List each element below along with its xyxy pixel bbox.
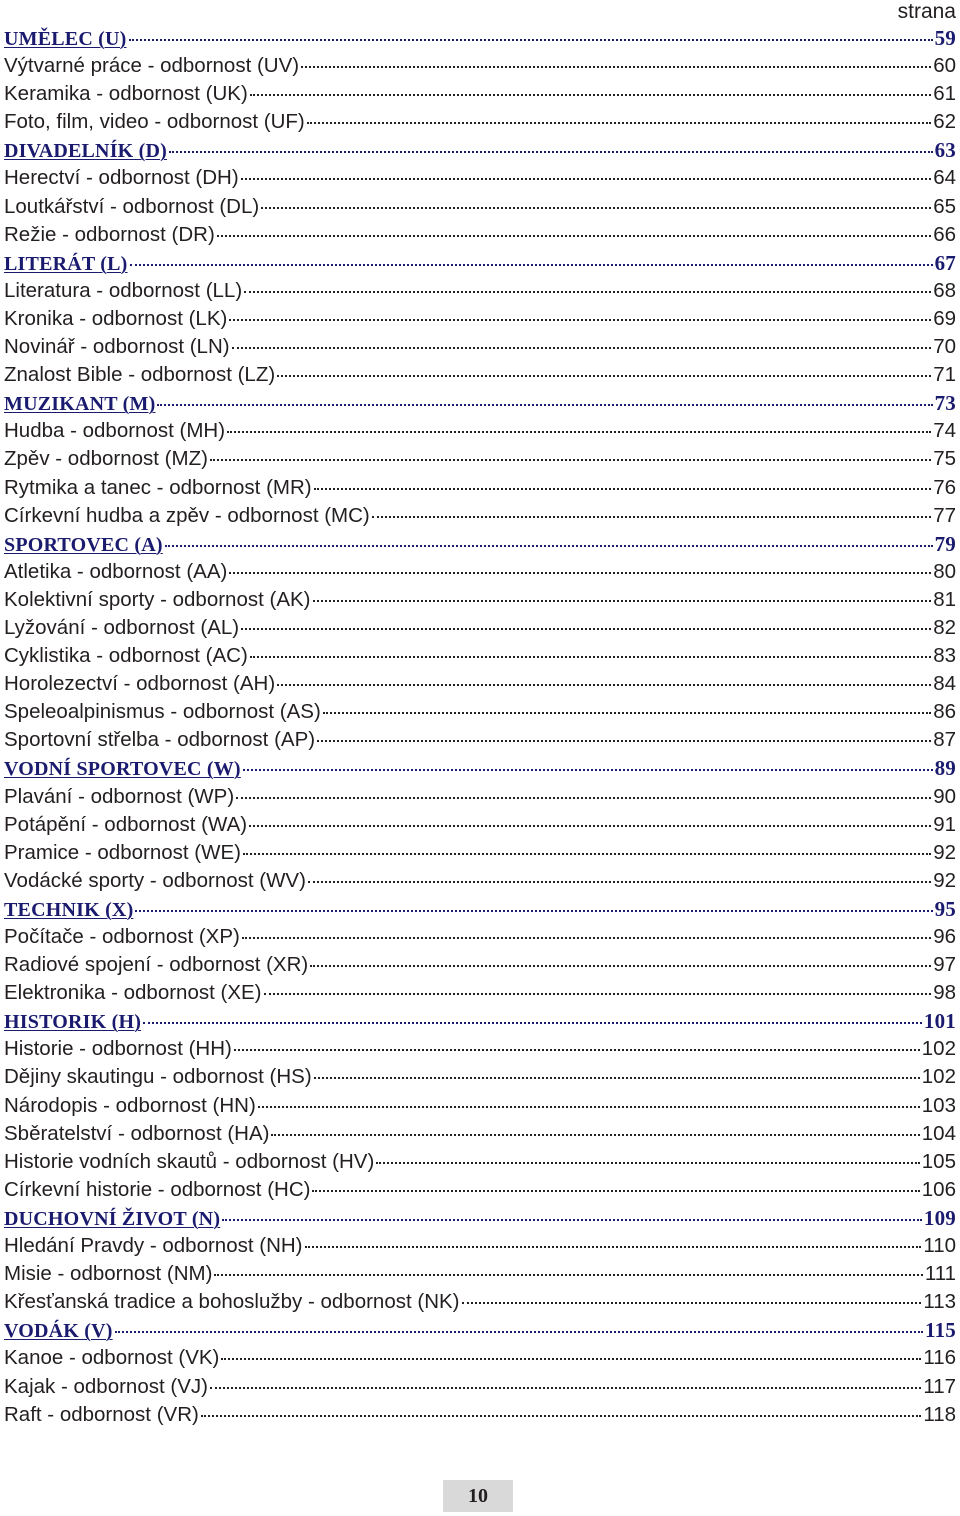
toc-section-row[interactable] [4,1009,956,1037]
toc-item-label: Lyžování - odbornost (AL) [4,615,240,639]
dot-leader [258,1106,920,1108]
toc-page-number: 90 [933,784,956,808]
toc-item-label: Církevní historie - odbornost (HC) [4,1177,311,1201]
toc-item-row[interactable] [4,869,956,897]
toc-page-number: 71 [933,363,956,387]
toc-page-number: 102 [921,1037,956,1061]
toc-item-label: Dějiny skautingu - odbornost (HS) [4,1065,312,1089]
toc-item-row[interactable] [4,307,956,335]
toc-item-row[interactable] [4,1290,956,1318]
dot-leader [143,1022,922,1024]
toc-page-number: 98 [933,981,956,1005]
toc-item-row[interactable] [4,644,956,672]
dot-leader [372,516,931,518]
toc-item-row[interactable] [4,1178,956,1206]
toc-section-label: UMĚLEC (U) [4,28,127,50]
dot-leader [210,1387,921,1389]
toc-page-number: 59 [934,26,956,50]
toc-page-number: 111 [924,1262,956,1286]
toc-item-row[interactable] [4,1403,956,1431]
page-column-header: strana [897,0,956,23]
toc-item-row[interactable] [4,1375,956,1403]
toc-item-row[interactable] [4,447,956,475]
toc-page-number: 74 [933,419,956,443]
dot-leader [462,1302,922,1304]
toc-section-row[interactable] [4,138,956,166]
toc-item-label: Hudba - odbornost (MH) [4,419,226,443]
toc-item-row[interactable] [4,1065,956,1093]
toc-section-label: VODNÍ SPORTOVEC (W) [4,758,241,781]
dot-leader [227,431,931,433]
toc-page-number: 84 [933,672,956,696]
dot-leader [244,291,931,293]
toc-item-label: Kajak - odbornost (VJ) [4,1374,208,1398]
dot-leader [229,319,931,321]
toc-item-label: Počítače - odbornost (XP) [4,925,240,948]
toc-item-row[interactable] [4,785,956,813]
toc-item-row[interactable] [4,54,956,82]
dot-leader [115,1331,923,1333]
toc-item-label: Kolektivní sporty - odbornost (AK) [4,587,311,611]
dot-leader [250,656,931,658]
toc-item-label: Foto, film, video - odbornost (UF) [4,110,305,134]
toc-item-row[interactable] [4,953,956,981]
toc-item-row[interactable] [4,223,956,251]
toc-item-label: Historie - odbornost (HH) [4,1037,232,1061]
dot-leader [241,178,932,180]
dot-leader [221,1358,921,1360]
toc-page-number: 81 [933,587,956,611]
dot-leader [323,712,931,714]
toc-page-number: 91 [933,812,956,836]
toc-item-label: Vodácké sporty - odbornost (WV) [4,868,306,892]
toc-page-number: 68 [933,278,956,302]
toc-item-row[interactable] [4,1037,956,1065]
toc-section-row[interactable] [4,391,956,419]
toc-page-number: 103 [921,1093,956,1117]
dot-leader [261,207,931,209]
toc-item-label: Plavání - odbornost (WP) [4,784,235,808]
toc-item-label: Režie - odbornost (DR) [4,222,215,246]
toc-item-row[interactable] [4,841,956,869]
toc-section-row[interactable] [4,1206,956,1234]
toc-section-label: TECHNIK (X) [4,898,134,921]
toc-item-row[interactable] [4,728,956,756]
toc-item-label: Loutkářství - odbornost (DL) [4,194,260,218]
toc-section-row[interactable] [4,756,956,784]
toc-item-row[interactable] [4,560,956,588]
toc-page-number: 82 [933,615,956,639]
toc-page-number: 113 [923,1290,956,1314]
toc-page-number: 80 [933,559,956,583]
dot-leader [307,122,931,124]
toc-item-label: Cyklistika - odbornost (AC) [4,644,248,668]
toc-item-row[interactable] [4,335,956,363]
toc-section-label: VODÁK (V) [4,1320,113,1343]
toc-item-row[interactable] [4,1094,956,1122]
toc-item-label: Atletika - odbornost (AA) [4,559,228,583]
toc-item-label: Rytmika a tanec - odbornost (MR) [4,475,312,499]
toc-item-label: Elektronika - odbornost (XE) [4,981,262,1005]
toc-section-label: MUZIKANT (M) [4,393,156,416]
toc-section-row[interactable] [4,532,956,560]
toc-item-row[interactable] [4,925,956,953]
toc-item-row[interactable] [4,700,956,728]
dot-leader [222,1219,922,1221]
toc-page-number: 73 [934,391,956,416]
toc-section-row[interactable] [4,1318,956,1346]
toc-page-number: 61 [933,82,956,106]
toc-page-number: 67 [934,250,956,275]
toc-item-label: Církevní hudba a zpěv - odbornost (MC) [4,503,370,527]
dot-leader [129,39,933,41]
toc-section-label: LITERÁT (L) [4,252,128,275]
dot-leader [242,937,931,939]
toc-section-label: HISTORIK (H) [4,1011,142,1034]
toc-section-row[interactable] [4,26,956,54]
dot-leader [308,881,931,883]
dot-leader [157,404,932,406]
toc-item-label: Pramice - odbornost (WE) [4,840,241,864]
toc-item-row[interactable] [4,1262,956,1290]
toc-page-number: 75 [933,447,956,471]
toc-item-row[interactable] [4,1234,956,1262]
toc-page-number: 95 [934,896,956,921]
dot-leader [214,1274,922,1276]
dot-leader [376,1162,919,1164]
toc-item-label: Misie - odbornost (NM) [4,1262,213,1286]
toc-item-label: Historie vodních skautů - odbornost (HV) [4,1149,375,1173]
dot-leader [241,628,931,630]
toc-item-label: Raft - odbornost (VR) [4,1402,199,1426]
toc-item-label: Hledání Pravdy - odbornost (NH) [4,1234,303,1258]
toc-section-row[interactable] [4,897,956,925]
dot-leader [210,459,931,461]
toc-item-row[interactable] [4,82,956,110]
dot-leader [236,797,931,799]
toc-section-label: DUCHOVNÍ ŽIVOT (N) [4,1207,221,1230]
toc-item-row[interactable] [4,504,956,532]
toc-item-label: Speleoalpinismus - odbornost (AS) [4,700,321,724]
dot-leader [250,94,931,96]
toc-page-number: 101 [923,1009,956,1034]
toc-page-number: 60 [933,54,956,78]
toc-page-number: 92 [933,868,956,892]
toc-page-number: 83 [933,644,956,668]
dot-leader [201,1415,921,1417]
dot-leader [130,264,933,266]
toc-item-row[interactable] [4,1122,956,1150]
toc-page-number: 89 [934,756,956,781]
toc-item-row[interactable] [4,363,956,391]
dot-leader [310,965,931,967]
toc-page-number: 76 [933,475,956,499]
page-number: 10 [468,1484,488,1507]
toc-page-number: 62 [933,110,956,134]
dot-leader [314,488,932,490]
toc-page-number: 63 [934,138,956,163]
dot-leader [249,825,931,827]
page-number-box [443,1480,513,1512]
dot-leader [165,545,933,547]
toc-item-label: Kanoe - odbornost (VK) [4,1346,220,1370]
toc-page-number: 110 [923,1234,956,1258]
toc-item-label: Horolezectví - odbornost (AH) [4,672,276,696]
toc-item-row[interactable] [4,1346,956,1374]
toc-item-label: Literatura - odbornost (LL) [4,278,243,302]
toc-item-row[interactable] [4,588,956,616]
toc-page-number: 118 [923,1402,956,1426]
toc-item-row[interactable] [4,279,956,307]
toc-page-number: 109 [923,1205,956,1230]
dot-leader [229,572,931,574]
dot-leader [314,1077,920,1079]
toc-page-number: 77 [933,503,956,527]
dot-leader [305,1246,922,1248]
toc-page-number: 86 [933,700,956,724]
toc-item-label: Křesťanská tradice a bohoslužby - odbornost (NK) [4,1290,460,1314]
toc-page-number: 115 [925,1318,956,1343]
dot-leader [232,347,932,349]
toc-page-number: 104 [921,1121,956,1145]
toc-item-row[interactable] [4,1150,956,1178]
dot-leader [243,853,931,855]
toc-page-number: 92 [933,840,956,864]
toc-page-number: 66 [933,222,956,246]
toc-item-row[interactable] [4,813,956,841]
toc-item-row[interactable] [4,419,956,447]
toc-item-label: Sportovní střelba - odbornost (AP) [4,728,316,752]
dot-leader [313,600,932,602]
dot-leader [277,375,931,377]
toc-page-number: 102 [921,1065,956,1089]
dot-leader [277,684,931,686]
dot-leader [312,1190,919,1192]
dot-leader [271,1134,919,1136]
toc-item-label: Herectví - odbornost (DH) [4,166,239,190]
toc-page-number: 87 [933,728,956,752]
toc-item-label: Radiové spojení - odbornost (XR) [4,953,309,977]
toc-item-row[interactable] [4,110,956,138]
toc-page-number: 69 [933,306,956,330]
toc-item-label: Znalost Bible - odbornost (LZ) [4,363,276,387]
toc-item-row[interactable] [4,195,956,223]
toc-page-number: 96 [933,925,956,948]
toc-item-row[interactable] [4,672,956,700]
toc-item-label: Výtvarné práce - odbornost (UV) [4,54,300,78]
toc-section-row[interactable] [4,251,956,279]
toc-item-label: Kronika - odbornost (LK) [4,306,228,330]
toc-item-row[interactable] [4,166,956,194]
dot-leader [264,993,932,995]
toc-page-number: 79 [934,531,956,556]
toc-item-label: Keramika - odbornost (UK) [4,82,248,106]
dot-leader [217,235,931,237]
toc-page-number: 97 [933,953,956,977]
toc-item-label: Zpěv - odbornost (MZ) [4,447,208,471]
dot-leader [243,769,933,771]
toc-item-label: Novinář - odbornost (LN) [4,335,230,359]
toc-page-number: 106 [921,1177,956,1201]
toc-page-number: 105 [921,1149,956,1173]
toc-section-label: SPORTOVEC (A) [4,533,163,556]
toc-item-row[interactable] [4,616,956,644]
toc-item-row[interactable] [4,981,956,1009]
toc-item-row[interactable] [4,476,956,504]
toc-item-label: Potápění - odbornost (WA) [4,812,248,836]
toc-page-number: 116 [923,1346,956,1370]
dot-leader [234,1049,920,1051]
toc-item-label: Sběratelství - odbornost (HA) [4,1121,270,1145]
toc-page-number: 65 [933,194,956,218]
dot-leader [317,740,931,742]
toc-page-number: 64 [933,166,956,190]
toc-page-number: 70 [933,335,956,359]
dot-leader [135,910,932,912]
toc-item-label: Národopis - odbornost (HN) [4,1093,256,1117]
toc-section-label: DIVADELNÍK (D) [4,140,168,163]
table-of-contents [4,26,956,1431]
dot-leader [301,66,931,68]
dot-leader [169,151,933,153]
toc-page-number: 117 [923,1374,956,1398]
